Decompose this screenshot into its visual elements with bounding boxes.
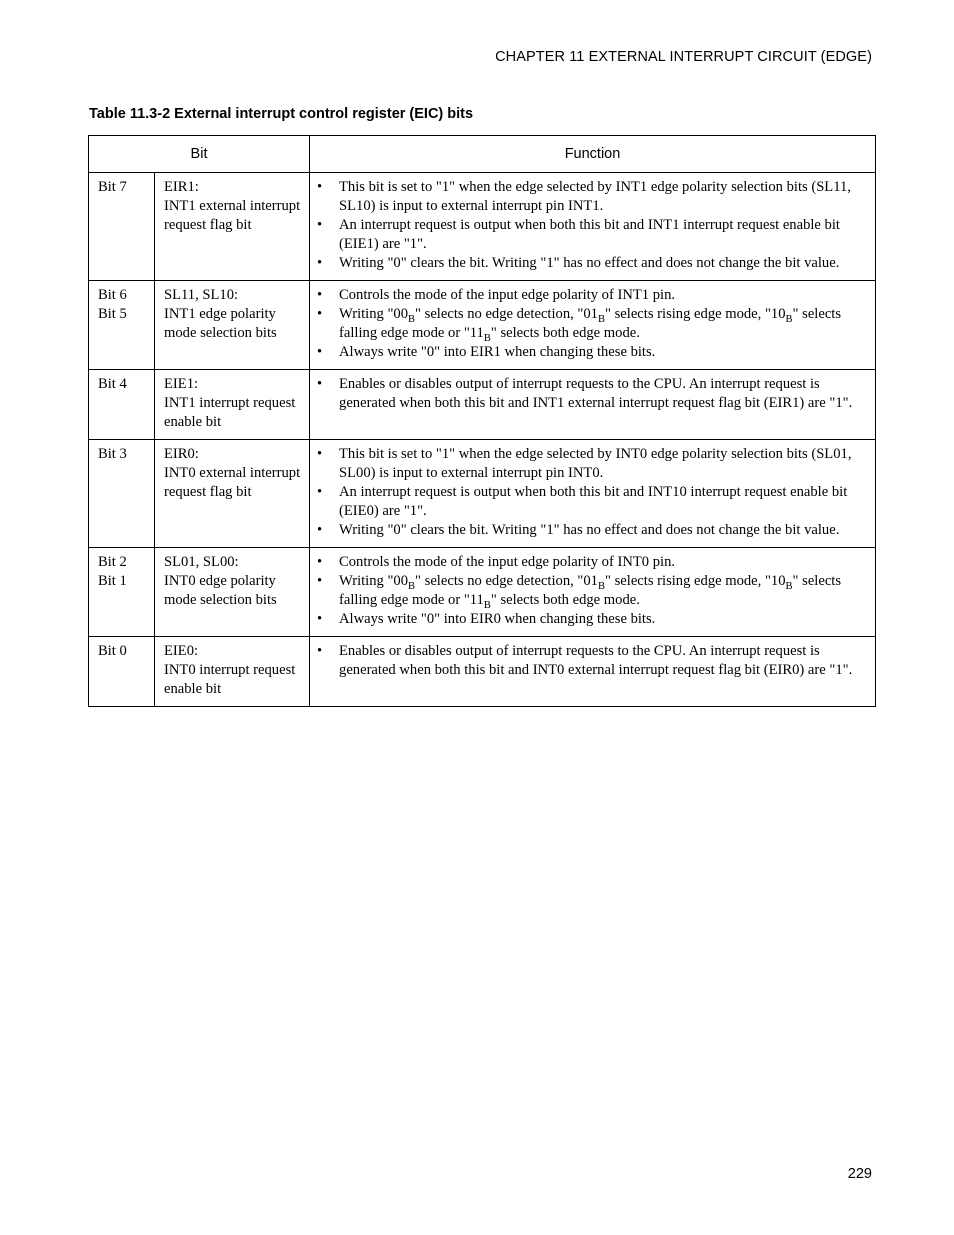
function-item <box>317 521 863 540</box>
table-body <box>89 173 876 707</box>
bullet-icon: • <box>317 376 323 392</box>
function-text: Always write "0" into EIR1 when changing these bits. <box>339 344 656 360</box>
bit-number-cell <box>89 173 155 281</box>
function-text: Controls the mode of the input edge polarity of INT0 pin. <box>339 554 676 570</box>
bit-column-header: Bit <box>89 136 310 173</box>
bit-name-cell <box>155 548 310 637</box>
bit-description: INT1 external interrupt request flag bit <box>164 198 301 233</box>
bullet-icon: • <box>317 306 323 322</box>
binary-subscript: B <box>408 581 416 592</box>
bit-number: Bit 2 <box>98 554 127 570</box>
function-text: " selects falling edge mode or "11 <box>339 573 842 608</box>
bit-number-cell <box>89 548 155 637</box>
function-text: Controls the mode of the input edge polarity of INT1 pin. <box>339 287 676 303</box>
function-list <box>317 553 863 629</box>
function-text: An interrupt request is output when both this bit and INT1 interrupt request enable bit (EIE1) are "1". <box>339 217 840 252</box>
page-number: 229 <box>847 1166 872 1182</box>
bullet-icon: • <box>317 484 323 500</box>
binary-subscript: B <box>408 314 416 325</box>
table-row <box>89 281 876 370</box>
function-item <box>317 553 863 572</box>
function-list <box>317 286 863 362</box>
bit-number: Bit 6 <box>98 287 127 303</box>
bit-description: INT0 interrupt request enable bit <box>164 662 296 697</box>
binary-subscript: B <box>483 600 491 611</box>
function-item <box>317 305 863 343</box>
bit-name-cell <box>155 637 310 707</box>
function-text: " selects rising edge mode, "10 <box>605 573 786 589</box>
bullet-icon: • <box>317 344 323 360</box>
function-cell <box>310 637 876 707</box>
function-item <box>317 572 863 610</box>
binary-subscript: B <box>785 314 793 325</box>
function-item <box>317 610 863 629</box>
bullet-icon: • <box>317 217 323 233</box>
function-column-header: Function <box>310 136 876 173</box>
function-text: Enables or disables output of interrupt requests to the CPU. An interrupt request is generated when both this bit and INT1 external interrupt request flag bit (EIR1) are "1". <box>339 376 853 411</box>
binary-subscript: B <box>597 581 605 592</box>
bit-description: INT0 edge polarity mode selection bits <box>164 573 277 608</box>
function-item <box>317 286 863 305</box>
function-item <box>317 343 863 362</box>
function-item <box>317 178 863 216</box>
bit-symbol: EIR0: <box>164 446 199 462</box>
bullet-icon: • <box>317 179 323 195</box>
bit-symbol: EIE0: <box>164 643 199 659</box>
bit-number-cell <box>89 370 155 440</box>
bit-symbol: EIR1: <box>164 179 199 195</box>
function-cell <box>310 548 876 637</box>
bit-description: INT1 interrupt request enable bit <box>164 395 296 430</box>
bit-number: Bit 5 <box>98 306 127 322</box>
bit-number: Bit 3 <box>98 446 127 462</box>
function-list <box>317 642 863 680</box>
function-text: Writing "0" clears the bit. Writing "1" has no effect and does not change the bit value. <box>339 522 840 538</box>
function-cell <box>310 440 876 548</box>
bit-description: INT0 external interrupt request flag bit <box>164 465 301 500</box>
bullet-icon: • <box>317 643 323 659</box>
function-text: Enables or disables output of interrupt requests to the CPU. An interrupt request is generated when both this bit and INT0 external interrupt request flag bit (EIR0) are "1". <box>339 643 853 678</box>
function-item <box>317 642 863 680</box>
function-text: " selects no edge detection, "01 <box>415 306 598 322</box>
bullet-icon: • <box>317 255 323 271</box>
function-list <box>317 178 863 273</box>
bit-description: INT1 edge polarity mode selection bits <box>164 306 277 341</box>
bit-symbol: SL01, SL00: <box>164 554 239 570</box>
binary-subscript: B <box>483 333 491 344</box>
bit-name-cell <box>155 440 310 548</box>
binary-subscript: B <box>785 581 793 592</box>
bit-symbol: SL11, SL10: <box>164 287 239 303</box>
bit-name-cell <box>155 370 310 440</box>
bit-name-cell <box>155 173 310 281</box>
bullet-icon: • <box>317 446 323 462</box>
function-text: Always write "0" into EIR0 when changing these bits. <box>339 611 656 627</box>
function-text: " selects rising edge mode, "10 <box>605 306 786 322</box>
bit-number: Bit 4 <box>98 376 127 392</box>
function-text: Writing "00 <box>339 306 409 322</box>
binary-subscript: B <box>597 314 605 325</box>
function-text: " selects both edge mode. <box>490 592 640 608</box>
function-list <box>317 445 863 540</box>
bit-number-cell <box>89 281 155 370</box>
function-item <box>317 483 863 521</box>
table-row <box>89 440 876 548</box>
function-text: An interrupt request is output when both this bit and INT10 interrupt request enable bit (EIE0) are "1". <box>339 484 848 519</box>
bullet-icon: • <box>317 573 323 589</box>
table-row <box>89 548 876 637</box>
bullet-icon: • <box>317 611 323 627</box>
bullet-icon: • <box>317 554 323 570</box>
function-text: " selects both edge mode. <box>490 325 640 341</box>
bit-name-cell <box>155 281 310 370</box>
table-header-row <box>89 136 876 173</box>
bit-symbol: EIE1: <box>164 376 199 392</box>
function-text: This bit is set to "1" when the edge selected by INT0 edge polarity selection bits (SL01, SL00) is input to external interrupt pin INT0. <box>339 446 852 481</box>
table-row <box>89 370 876 440</box>
function-text: Writing "0" clears the bit. Writing "1" has no effect and does not change the bit value. <box>339 255 840 271</box>
table-row <box>89 637 876 707</box>
function-cell <box>310 281 876 370</box>
bit-number: Bit 1 <box>98 573 127 589</box>
function-text: " selects no edge detection, "01 <box>415 573 598 589</box>
table-row <box>89 173 876 281</box>
function-text: This bit is set to "1" when the edge selected by INT1 edge polarity selection bits (SL11, SL10) is input to external interrupt pin INT1. <box>339 179 851 214</box>
running-header: CHAPTER 11 EXTERNAL INTERRUPT CIRCUIT (EDGE) <box>495 49 872 65</box>
bit-number: Bit 7 <box>98 179 127 195</box>
bullet-icon: • <box>317 287 323 303</box>
function-text: Writing "00 <box>339 573 409 589</box>
function-list <box>317 375 863 413</box>
function-text: " selects falling edge mode or "11 <box>339 306 842 341</box>
bullet-icon: • <box>317 522 323 538</box>
function-item <box>317 216 863 254</box>
function-cell <box>310 370 876 440</box>
function-item <box>317 375 863 413</box>
bit-number: Bit 0 <box>98 643 127 659</box>
function-item <box>317 445 863 483</box>
bit-number-cell <box>89 637 155 707</box>
bit-number-cell <box>89 440 155 548</box>
table-caption: Table 11.3-2 External interrupt control register (EIC) bits <box>89 106 474 122</box>
function-cell <box>310 173 876 281</box>
function-item <box>317 254 863 273</box>
eic-bits-table <box>88 135 876 707</box>
